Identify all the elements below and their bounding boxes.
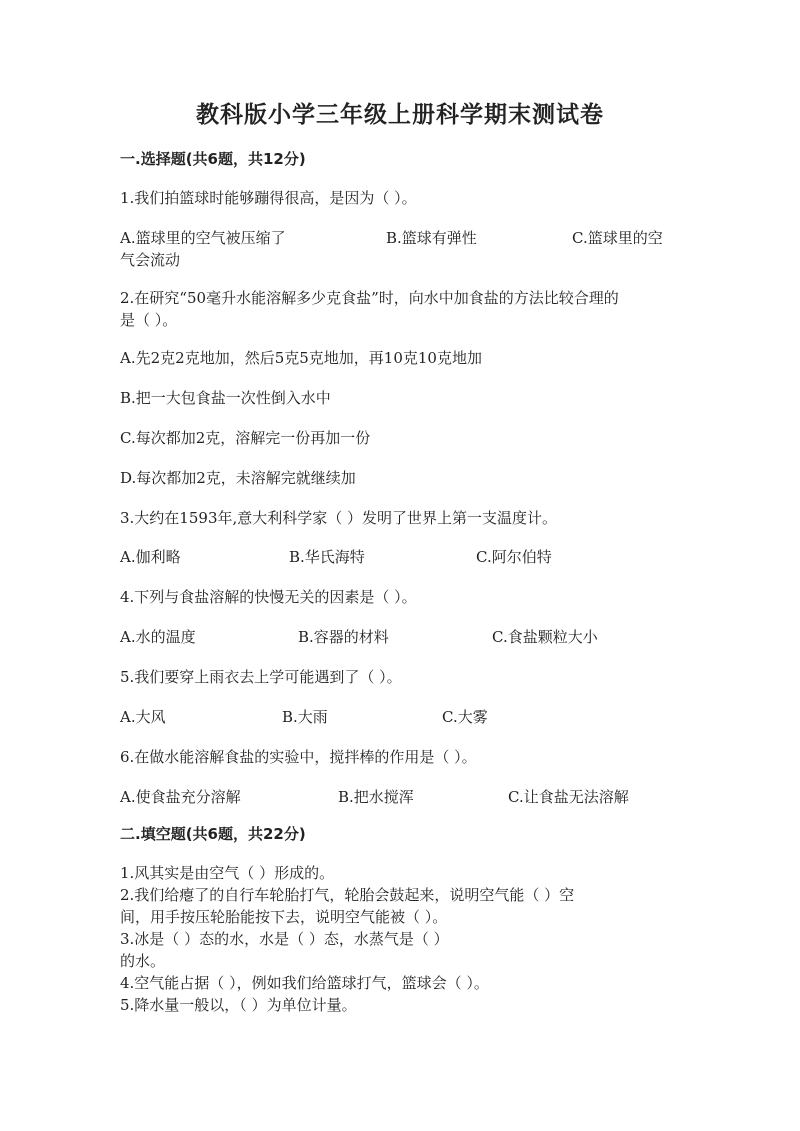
fill-line-6: 4.空气能占据（ ），例如我们给篮球打气，篮球会（ ）。 xyxy=(120,974,489,992)
question-2-cont: 是（ ）。 xyxy=(120,311,178,329)
q4-option-a: A.水的温度 xyxy=(120,628,196,646)
fill-line-3: 间，用手按压轮胎能按下去，说明空气能被（ ）。 xyxy=(120,908,448,926)
q5-option-a: A.大风 xyxy=(120,708,166,726)
section-heading-choice: 一.选择题(共6题，共12分) xyxy=(120,150,306,168)
question-6: 6.在做水能溶解食盐的实验中，搅拌棒的作用是（ ）。 xyxy=(120,748,477,766)
q1-option-c: C.篮球里的空 xyxy=(572,229,663,247)
q5-option-b: B.大雨 xyxy=(282,708,328,726)
q3-option-a: A.伽利略 xyxy=(120,548,181,566)
q5-option-c: C.大雾 xyxy=(442,708,488,726)
fill-line-4: 3.冰是（ ）态的水，水是（ ）态，水蒸气是（ ） xyxy=(120,930,449,948)
q4-option-b: B.容器的材料 xyxy=(298,628,389,646)
fill-line-2: 2.我们给瘪了的自行车轮胎打气，轮胎会鼓起来，说明空气能（ ）空 xyxy=(120,886,575,904)
q2-option-b: B.把一大包食盐一次性倒入水中 xyxy=(120,389,331,407)
q2-option-c: C.每次都加2克，溶解完一份再加一份 xyxy=(120,429,371,447)
q4-option-c: C.食盐颗粒大小 xyxy=(492,628,598,646)
q1-option-b: B.篮球有弹性 xyxy=(386,229,477,247)
q6-option-c: C.让食盐无法溶解 xyxy=(508,788,629,806)
section-heading-fill: 二.填空题(共6题，共22分) xyxy=(120,825,306,843)
fill-line-1: 1.风其实是由空气（ ）形成的。 xyxy=(120,864,335,882)
fill-line-5: 的水。 xyxy=(120,952,166,970)
page-title: 教科版小学三年级上册科学期末测试卷 xyxy=(196,102,604,128)
q6-option-b: B.把水搅浑 xyxy=(338,788,414,806)
question-2: 2.在研究“50毫升水能溶解多少克食盐”时，向水中加食盐的方法比较合理的 xyxy=(120,289,619,307)
fill-line-7: 5.降水量一般以，（ ）为单位计量。 xyxy=(120,996,357,1014)
q2-option-a: A.先2克2克地加，然后5克5克地加，再10克10克地加 xyxy=(120,349,482,367)
q3-option-b: B.华氏海特 xyxy=(289,548,365,566)
question-3: 3.大约在1593年,意大利科学家（ ）发明了世界上第一支温度计。 xyxy=(120,509,558,527)
q2-option-d: D.每次都加2克，未溶解完就继续加 xyxy=(120,469,356,487)
q1-option-a: A.篮球里的空气被压缩了 xyxy=(120,229,286,247)
question-4: 4.下列与食盐溶解的快慢无关的因素是（ ）。 xyxy=(120,588,417,606)
q1-option-c-cont: 气会流动 xyxy=(120,251,181,269)
q6-option-a: A.使食盐充分溶解 xyxy=(120,788,241,806)
question-5: 5.我们要穿上雨衣去上学可能遇到了（ ）。 xyxy=(120,668,402,686)
q3-option-c: C.阿尔伯特 xyxy=(476,548,552,566)
question-1: 1.我们拍篮球时能够蹦得很高，是因为（ ）。 xyxy=(120,189,417,207)
